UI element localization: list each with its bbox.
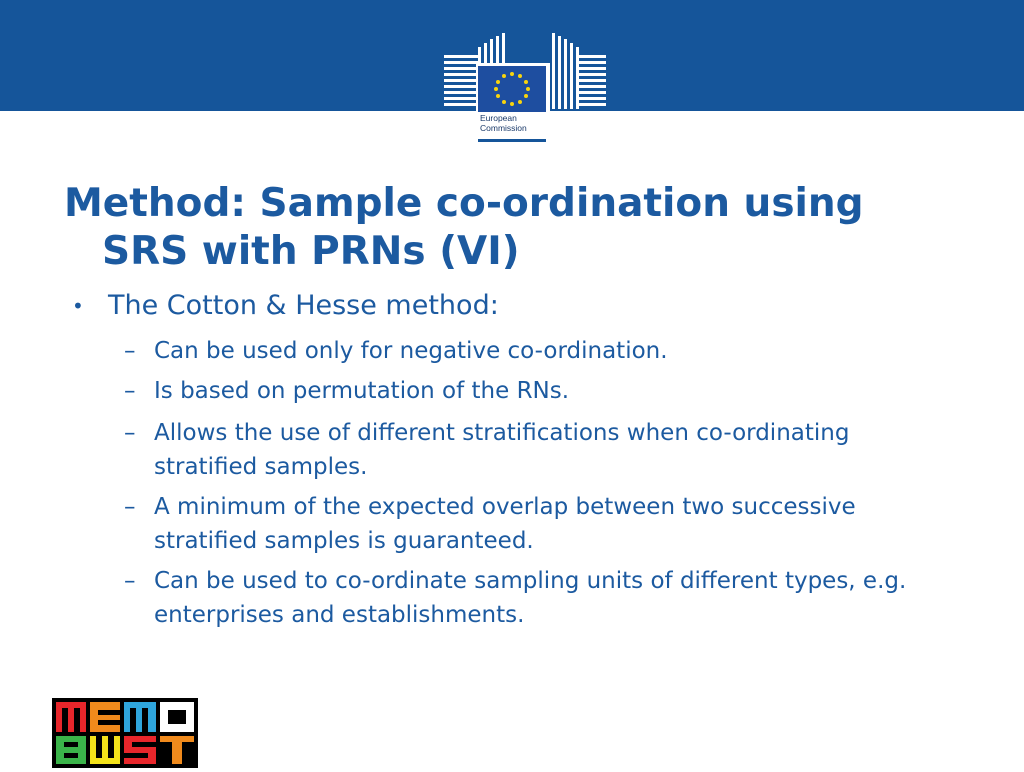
- sub-item-text: Is based on permutation of the RNs.: [154, 378, 570, 404]
- dash-icon: –: [124, 420, 136, 446]
- ec-logo-underline: [478, 139, 546, 142]
- sub-item-text: Can be used to co-ordinate sampling units of different types, e.g. enterprises and establishments.: [154, 568, 907, 628]
- memobust-logo-icon: [52, 698, 198, 768]
- sub-item: [124, 334, 944, 368]
- ec-logo-text: [480, 113, 570, 133]
- dash-icon: –: [124, 568, 136, 594]
- dash-icon: –: [124, 378, 136, 404]
- bullet-dot: •: [72, 294, 84, 318]
- sub-item-text: Allows the use of different stratifications when co-ordinating stratified samples.: [154, 420, 850, 480]
- ec-logo-line2: Commission: [480, 123, 527, 133]
- slide-title: [64, 180, 964, 276]
- dash-icon: –: [124, 494, 136, 520]
- european-commission-logo: [444, 33, 606, 145]
- sub-item: [124, 416, 944, 484]
- title-line-1: Method: Sample co-ordination using: [64, 181, 864, 226]
- dash-icon: –: [124, 338, 136, 364]
- sub-item: [124, 374, 944, 408]
- title-line-2: SRS with PRNs (VI): [102, 229, 520, 274]
- sub-item-text: A minimum of the expected overlap between two successive stratified samples is guaranteed.: [154, 494, 856, 554]
- ec-logo-line1: European: [480, 113, 517, 123]
- sub-item: [124, 490, 944, 558]
- sub-item: [124, 564, 944, 632]
- bullet-text: The Cotton & Hesse method:: [108, 290, 499, 321]
- sub-item-text: Can be used only for negative co-ordination.: [154, 338, 668, 364]
